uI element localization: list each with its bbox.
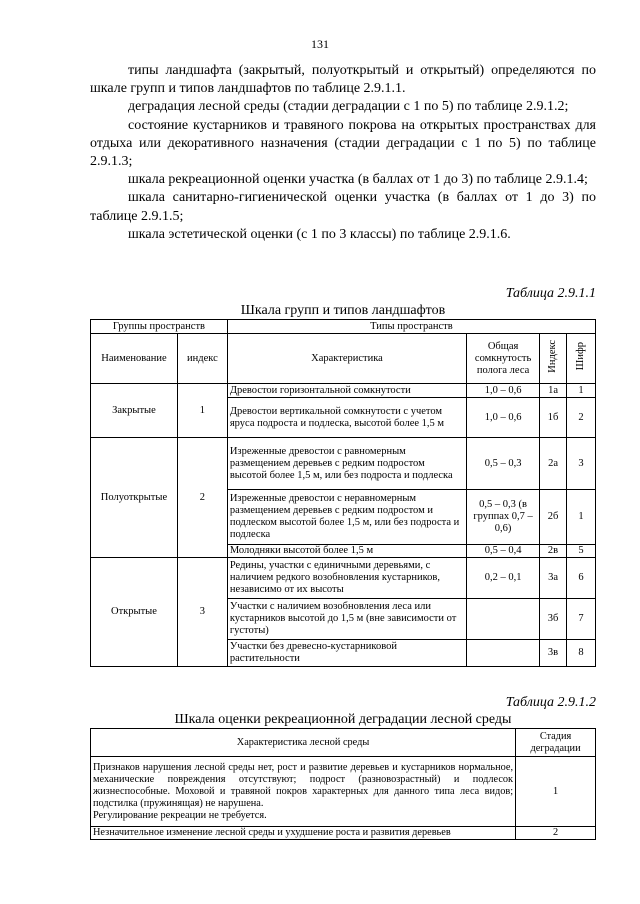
row-idx: 1а — [540, 384, 567, 398]
degradation-table — [90, 728, 596, 840]
row-code: 7 — [567, 599, 596, 640]
col-idx-header: Индекс — [540, 334, 567, 384]
row-char: Изреженные древостои с неравномерным размещением деревьев с редким подростом и подлеском высотой более 1,5 м, или без подроста и подлеска — [227, 490, 466, 545]
group-index: 2 — [177, 438, 227, 558]
col-stage-header: Стадия деградации — [516, 729, 596, 757]
row-idx: 2а — [540, 438, 567, 490]
row-idx: 1б — [540, 398, 567, 438]
row-idx: 3б — [540, 599, 567, 640]
paragraph: шкала санитарно-гигиенической оценки участка (в баллах от 1 до 3) по таблице 2.9.1.5; — [90, 190, 596, 224]
col-density-header: Общая сомкнутость полога леса — [467, 334, 540, 384]
row-char-text: Признаков нарушения лесной среды нет, рост и развитие деревьев и кустарников нормальное, механические повреждения отсутствуют; подрост (разновозрастный) и подлесок жизнеспособные. Моховой и травяной покров характерных для данного типа леса видов; подстилка (пружинящая) не нарушена. — [93, 761, 514, 809]
row-char: Редины, участки с единичными деревьями, с наличием редкого возобновления кустарников, независимо от их высоты — [227, 558, 466, 599]
group-header: Группы пространств — [91, 320, 228, 334]
group-name: Полуоткрытые — [91, 438, 178, 558]
table2-label: Таблица 2.9.1.2 — [505, 695, 596, 710]
table-row — [91, 438, 596, 490]
table-row — [91, 384, 596, 398]
row-char: Древостои вертикальной сомкнутости с учетом яруса подроста и подлеска, высотой более 1,5 м — [227, 398, 466, 438]
row-idx: 3а — [540, 558, 567, 599]
table-row — [91, 757, 596, 827]
row-idx: 2в — [540, 545, 567, 558]
row-density: 1,0 – 0,6 — [467, 398, 540, 438]
paragraph: шкала эстетической оценки (с 1 по 3 классы) по таблице 2.9.1.6. — [128, 226, 511, 242]
landscape-table — [90, 319, 596, 667]
row-char: Молодняки высотой более 1,5 м — [227, 545, 466, 558]
table2-title: Шкала оценки рекреационной деградации лесной среды — [174, 712, 512, 727]
row-density: 1,0 – 0,6 — [467, 384, 540, 398]
row-code: 3 — [567, 438, 596, 490]
col-name-header: Наименование — [91, 334, 178, 384]
group-index: 3 — [177, 558, 227, 667]
paragraph: состояние кустарников и травяного покрова на открытых пространствах для отдыха или декоративного назначения (стадии деградации с 1 по 5) по таблице 2.9.1.3; — [90, 117, 596, 170]
col-char-header: Характеристика — [227, 334, 466, 384]
row-code: 5 — [567, 545, 596, 558]
row-char: Древостои горизонтальной сомкнутости — [227, 384, 466, 398]
row-density: 0,5 – 0,3 — [467, 438, 540, 490]
row-code: 1 — [567, 490, 596, 545]
row-stage: 2 — [516, 827, 596, 840]
row-char: Участки с наличием возобновления леса или кустарников высотой до 1,5 м (вне зависимости от густоты) — [227, 599, 466, 640]
row-code: 1 — [567, 384, 596, 398]
row-density: 0,5 – 0,4 — [467, 545, 540, 558]
paragraph: типы ландшафта (закрытый, полуоткрытый и открытый) определяются по шкале групп и типов ландшафтов по таблице 2.9.1.1. — [90, 63, 596, 97]
group-name: Открытые — [91, 558, 178, 667]
row-density: 0,2 – 0,1 — [467, 558, 540, 599]
row-char: Изреженные древостои с равномерным размещением деревьев с редким подростом высотой более 1,5 м, или без подроста и подлеска — [227, 438, 466, 490]
group-index: 1 — [177, 384, 227, 438]
table1-title: Шкала групп и типов ландшафтов — [240, 303, 446, 318]
body-text — [90, 62, 596, 244]
row-idx: 2б — [540, 490, 567, 545]
table-row — [91, 827, 596, 840]
row-char: Участки без древесно-кустарниковой растительности — [227, 640, 466, 667]
row-stage: 1 — [516, 757, 596, 827]
row-density — [467, 599, 540, 640]
row-char: Незначительное изменение лесной среды и ухудшение роста и развития деревьев — [91, 827, 516, 840]
group-name: Закрытые — [91, 384, 178, 438]
row-code: 8 — [567, 640, 596, 667]
paragraph: шкала рекреационной оценки участка (в баллах от 1 до 3) по таблице 2.9.1.4; — [128, 172, 588, 188]
types-header: Типы пространств — [227, 320, 595, 334]
row-idx: 3в — [540, 640, 567, 667]
row-code: 6 — [567, 558, 596, 599]
row-density: 0,5 – 0,3 (в группах 0,7 – 0,6) — [467, 490, 540, 545]
paragraph: деградация лесной среды (стадии деградации с 1 по 5) по таблице 2.9.1.2; — [128, 99, 569, 115]
col-code-header: Шифр — [567, 334, 596, 384]
row-density — [467, 640, 540, 667]
col-char-header: Характеристика лесной среды — [91, 729, 516, 757]
col-index-header: индекс — [177, 334, 227, 384]
table1-label: Таблица 2.9.1.1 — [505, 286, 596, 301]
row-code: 2 — [567, 398, 596, 438]
table-row — [91, 558, 596, 599]
page-number: 131 — [311, 37, 329, 51]
row-char — [91, 757, 516, 827]
row-note: Регулирование рекреации не требуется. — [93, 809, 267, 821]
